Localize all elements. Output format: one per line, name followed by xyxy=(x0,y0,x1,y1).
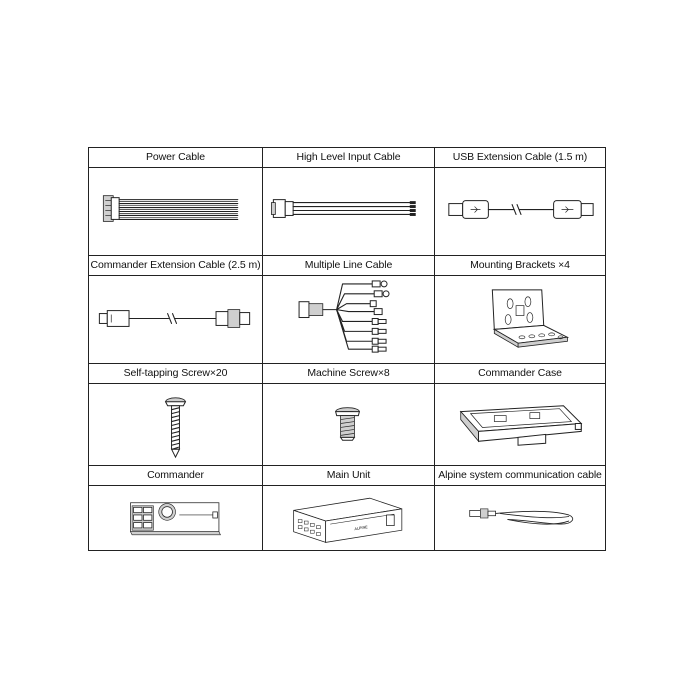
header-main-unit: Main Unit xyxy=(263,466,435,486)
power-cable-icon xyxy=(89,168,262,255)
header-mounting-brackets: Mounting Brackets ×4 xyxy=(435,256,605,276)
cell-multiple-line-cable xyxy=(263,276,435,364)
cell-commander-case xyxy=(435,384,605,466)
cell-usb-extension-cable xyxy=(435,168,605,256)
high-level-input-cable-icon xyxy=(263,168,434,255)
header-machine-screw: Machine Screw×8 xyxy=(263,364,435,384)
header-alpine-communication-cable: Alpine system communication cable xyxy=(435,466,605,486)
header-commander: Commander xyxy=(89,466,263,486)
mounting-bracket-icon xyxy=(435,276,605,363)
main-unit-icon xyxy=(263,486,434,550)
commander-icon xyxy=(89,486,262,550)
usb-extension-cable-icon xyxy=(435,168,605,255)
cell-self-tapping-screw xyxy=(89,384,263,466)
contents-table xyxy=(88,147,606,551)
header-self-tapping-screw: Self-tapping Screw×20 xyxy=(89,364,263,384)
commander-extension-cable-icon xyxy=(89,276,262,363)
multiple-line-cable-icon xyxy=(263,276,434,363)
alpine-communication-cable-icon xyxy=(435,486,605,550)
cell-alpine-communication-cable xyxy=(435,486,605,550)
main-unit-brand-mark: ALPINE xyxy=(354,525,369,532)
header-high-level-input-cable: High Level Input Cable xyxy=(263,148,435,168)
header-power-cable: Power Cable xyxy=(89,148,263,168)
commander-case-icon xyxy=(435,384,605,465)
header-commander-extension-cable: Commander Extension Cable (2.5 m) xyxy=(89,256,263,276)
self-tapping-screw-icon xyxy=(89,384,262,465)
cell-mounting-brackets xyxy=(435,276,605,364)
header-usb-extension-cable: USB Extension Cable (1.5 m) xyxy=(435,148,605,168)
header-commander-case: Commander Case xyxy=(435,364,605,384)
header-multiple-line-cable: Multiple Line Cable xyxy=(263,256,435,276)
cell-commander xyxy=(89,486,263,550)
cell-commander-extension-cable xyxy=(89,276,263,364)
machine-screw-icon xyxy=(263,384,434,465)
cell-machine-screw xyxy=(263,384,435,466)
cell-main-unit xyxy=(263,486,435,550)
cell-power-cable xyxy=(89,168,263,256)
cell-high-level-input-cable xyxy=(263,168,435,256)
